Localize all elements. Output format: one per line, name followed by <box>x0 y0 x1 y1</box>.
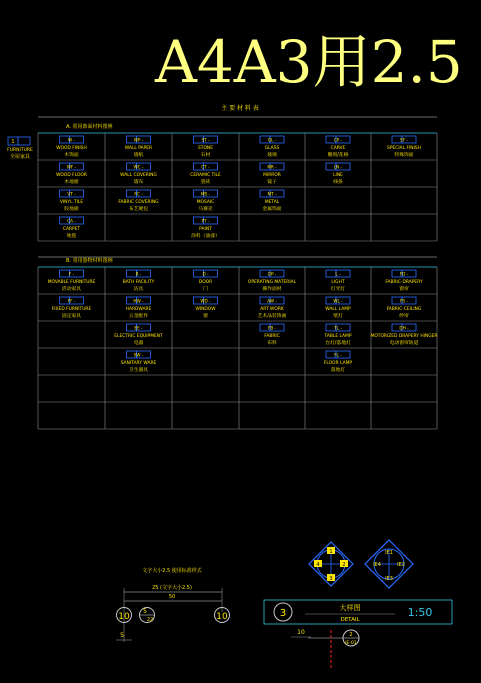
material-name-cn: 五金配件 <box>128 314 149 319</box>
material-name-cn: 雕刻/花格 <box>327 153 349 158</box>
material-name-cn: 固定家具 <box>61 314 82 319</box>
material-name-cn: 布艺硬包 <box>128 207 149 212</box>
detail-title-box <box>264 600 452 670</box>
material-name-en: CARVE <box>330 146 346 151</box>
material-name-en: PAINT <box>199 227 212 232</box>
material-name-en: FLOOR LAMP <box>323 361 353 366</box>
material-name-cn: 墙布 <box>133 180 144 185</box>
material-name-en: HARDWARE <box>125 307 152 312</box>
material-name-en: TABLE LAMP <box>324 334 352 339</box>
material-name-en: CARPET <box>62 227 81 232</box>
svg-text:IE4: IE4 <box>373 562 381 568</box>
material-name-en: VINYL TILE <box>59 200 84 205</box>
s2-material-cell <box>194 270 218 292</box>
material-name-en: SANITARY WARE <box>120 361 157 366</box>
s1-material-cell <box>260 163 284 185</box>
material-name-cn: 艺术品装饰画 <box>257 314 287 319</box>
section1-cells <box>56 136 421 239</box>
elevation-index-symbol-left <box>309 542 353 586</box>
material-name-en: MOVABLE FURNITURE <box>47 280 96 285</box>
s2-material-cell <box>114 324 163 346</box>
material-name-en: GLASS <box>264 146 280 151</box>
material-name-cn: 瓷砖 <box>200 180 211 185</box>
detail-title: 大样图 <box>339 604 361 612</box>
detail-dim: 10 <box>297 629 305 636</box>
material-name-cn: 台灯/落地灯 <box>325 341 351 346</box>
material-name-cn: 壁灯 <box>333 314 343 319</box>
material-name-cn: 线条 <box>333 180 343 185</box>
s1-material-cell <box>60 217 84 239</box>
material-name-cn: 纱帘 <box>399 314 409 319</box>
s2-material-cell <box>260 324 284 346</box>
material-name-cn: 镜子 <box>267 180 277 185</box>
material-tag: WF - <box>66 164 77 170</box>
dim-right-num: 10 <box>216 612 228 622</box>
material-tag: B - <box>135 271 142 277</box>
s2-material-cell <box>194 297 218 319</box>
s1-material-cell <box>120 163 157 185</box>
material-tag: FL - <box>334 352 342 358</box>
material-tag: FF - <box>67 298 76 304</box>
sheet-header: 主 要 材 料 表 <box>221 105 259 112</box>
material-tag: FB - <box>267 325 277 331</box>
material-tag: ST - <box>201 137 210 143</box>
s1-material-cell <box>125 136 152 158</box>
material-tag: SF - <box>400 137 408 143</box>
s2-material-cell <box>371 324 438 346</box>
material-name-en: LIGHT <box>331 280 345 285</box>
material-tag: CP - <box>333 137 343 143</box>
s1-material-cell <box>60 190 84 212</box>
s2-material-cell <box>324 324 352 346</box>
section1-heading: A. 常用饰面材料图例 <box>66 124 113 130</box>
s2-material-cell <box>52 297 92 319</box>
s1-material-cell <box>387 136 421 158</box>
s1-material-cell <box>118 190 159 212</box>
material-name-en: METAL <box>264 200 280 205</box>
material-name-cn: 玻璃 <box>267 153 277 158</box>
material-tag: MS - <box>200 191 211 197</box>
svg-text:3: 3 <box>329 576 333 582</box>
s1-material-cell <box>326 136 350 158</box>
material-name-cn: 落地灯 <box>330 368 346 373</box>
s1-material-cell <box>326 163 350 185</box>
material-name-cn: 木地板 <box>64 180 79 185</box>
detail-subtitle: DETAIL <box>340 617 360 623</box>
material-name-cn: 马赛克 <box>198 207 213 212</box>
s1-material-cell <box>56 136 87 158</box>
material-name-cn: 涂料（油漆） <box>191 234 220 239</box>
material-tag: FC - <box>134 191 143 197</box>
material-name-en: MOSAIC <box>196 200 215 205</box>
svg-text:2: 2 <box>342 562 346 568</box>
material-name-en: FABRIC COVERING <box>118 200 159 205</box>
dim-note: 文字大小2.5 使用标准样式 <box>142 568 202 574</box>
material-tag: F - <box>68 271 75 277</box>
material-name-en: WINDOW <box>195 307 216 312</box>
material-name-en: CERAMIC TILE <box>190 173 221 178</box>
section2-grid <box>38 267 437 429</box>
material-name-cn: 灯光灯 <box>330 287 346 292</box>
s1-material-cell <box>194 190 218 212</box>
material-name-en: MOTORIZED DRAPERY HINGER <box>370 334 438 339</box>
material-tag: FS - <box>400 298 408 304</box>
material-tag: AW - <box>267 298 277 304</box>
dim-lower: 50 <box>168 594 176 600</box>
material-name-cn: 窗帘 <box>399 287 409 292</box>
s1-material-cell <box>191 217 220 239</box>
s2-material-cell <box>385 270 423 292</box>
material-name-cn: 门 <box>203 287 208 292</box>
section2-heading: B. 常用器物材料图例 <box>66 258 113 264</box>
material-tag: CT - <box>201 164 210 170</box>
material-tag: PT - <box>201 218 210 224</box>
section1-grid <box>38 133 437 241</box>
material-name-en: WALL COVERING <box>120 173 157 178</box>
material-name-cn: 洁具 <box>133 287 144 292</box>
material-name-cn: 窗 <box>203 314 208 319</box>
material-name-cn: 墙纸 <box>133 153 144 158</box>
material-name-en: WOOD FINISH <box>56 146 87 151</box>
s2-material-cell <box>248 270 297 292</box>
material-name-cn: 特殊饰面 <box>394 153 414 158</box>
material-tag: WL - <box>333 298 343 304</box>
material-tag: W - <box>68 137 75 143</box>
dim-upper: 25 (文字大小2.5) <box>152 585 192 591</box>
callout-ref: IE-01 <box>345 641 357 646</box>
s1-material-cell <box>260 136 284 158</box>
s2-material-cell <box>126 297 152 319</box>
material-tag: WD - <box>200 298 211 304</box>
material-name-en: DOOR <box>198 280 213 285</box>
material-tag: SW - <box>133 352 144 358</box>
svg-text:IE1: IE1 <box>385 550 393 556</box>
dim-mid-num: 5 <box>143 608 147 615</box>
material-name-en: WALL PAPER <box>124 146 153 151</box>
material-tag: WP - <box>133 137 144 143</box>
material-tag: MR - <box>267 164 277 170</box>
dim-left-num: 10 <box>118 612 130 622</box>
s1-material-cell <box>194 136 218 158</box>
material-tag: L - <box>335 271 341 277</box>
s2-material-cell <box>258 297 287 319</box>
material-name-en: SPECIAL FINISH <box>387 146 421 151</box>
dim-bottom: 5 <box>120 632 124 639</box>
material-name-en: FABRIC-DRAPERY <box>385 280 423 285</box>
material-tag: MT - <box>267 191 277 197</box>
material-tag: GL - <box>267 137 277 143</box>
s2-material-cell <box>324 351 353 373</box>
elevation-index-symbol-right <box>365 540 413 588</box>
drawing-title: A4A3用2.5 <box>155 28 463 96</box>
side-tag-code: 1 <box>11 139 15 145</box>
s2-material-cell <box>326 270 350 292</box>
material-tag: LN - <box>333 164 343 170</box>
material-tag: CA - <box>67 218 76 224</box>
material-name-en: FIXED FURNITURE <box>51 307 92 312</box>
material-tag: DH - <box>399 325 409 331</box>
material-name-en: WOOD FLOOR <box>56 173 87 178</box>
s1-material-cell <box>260 190 284 212</box>
svg-text:IE2: IE2 <box>397 562 405 568</box>
material-name-cn: 布料 <box>267 341 277 346</box>
material-name-cn: 金属饰面 <box>262 207 282 212</box>
material-tag: FD - <box>399 271 409 277</box>
material-name-cn: 活动家具 <box>61 287 82 292</box>
material-name-cn: 石材 <box>200 153 211 158</box>
material-tag: WC - <box>133 164 144 170</box>
material-name-en: WALL LAMP <box>325 307 351 312</box>
material-name-cn: 胶地板 <box>64 207 79 212</box>
material-tag: OP - <box>267 271 277 277</box>
material-name-en: ART WORK <box>260 307 284 312</box>
material-name-cn: 木饰面 <box>64 153 79 158</box>
material-name-en: STONE <box>198 146 213 151</box>
furniture-side-tag <box>7 137 33 160</box>
s1-material-cell <box>190 163 221 185</box>
s2-material-cell <box>48 270 96 292</box>
material-name-cn: 卫生器具 <box>128 368 149 373</box>
detail-scale: 1:50 <box>407 606 433 619</box>
material-name-cn: 地毯 <box>66 234 77 239</box>
detail-number: 3 <box>279 608 287 619</box>
svg-text:4: 4 <box>316 562 320 568</box>
material-name-en: FABRIC <box>264 334 280 339</box>
s1-material-cell <box>56 163 87 185</box>
dim-mid-sub: 22 <box>146 617 154 623</box>
s2-material-cell <box>325 297 351 319</box>
material-name-cn: 电器 <box>133 341 144 346</box>
material-name-cn: 电动窗帘轨道 <box>389 341 419 346</box>
material-name-en: MIRROR <box>263 173 281 178</box>
material-name-en: ELECTRIC EQUIPMENT <box>114 334 163 339</box>
callout-num: 2 <box>349 632 353 638</box>
side-tag-cn: 全屋家具 <box>9 154 31 160</box>
material-tag: TL - <box>334 325 342 331</box>
material-name-cn: 操作面材 <box>262 287 282 292</box>
svg-text:1: 1 <box>329 549 333 555</box>
s2-material-cell <box>387 297 422 319</box>
material-tag: EE - <box>134 325 143 331</box>
material-tag: D - <box>202 271 209 277</box>
dimension-annotation <box>116 567 230 642</box>
side-tag-en: FURNITURE <box>7 148 33 153</box>
s2-material-cell <box>121 351 157 373</box>
material-name-en: BATH FACILITY <box>122 280 155 285</box>
material-tag: HW - <box>133 298 144 304</box>
material-tag: VT - <box>67 191 76 197</box>
material-name-en: LINE <box>333 173 343 178</box>
material-name-en: OPERATING MATERIAL <box>247 280 297 285</box>
s2-material-cell <box>123 270 155 292</box>
svg-text:IE3: IE3 <box>385 576 393 582</box>
material-name-en: FABRIC-CEILING <box>386 307 422 312</box>
section2-cells <box>48 270 438 373</box>
